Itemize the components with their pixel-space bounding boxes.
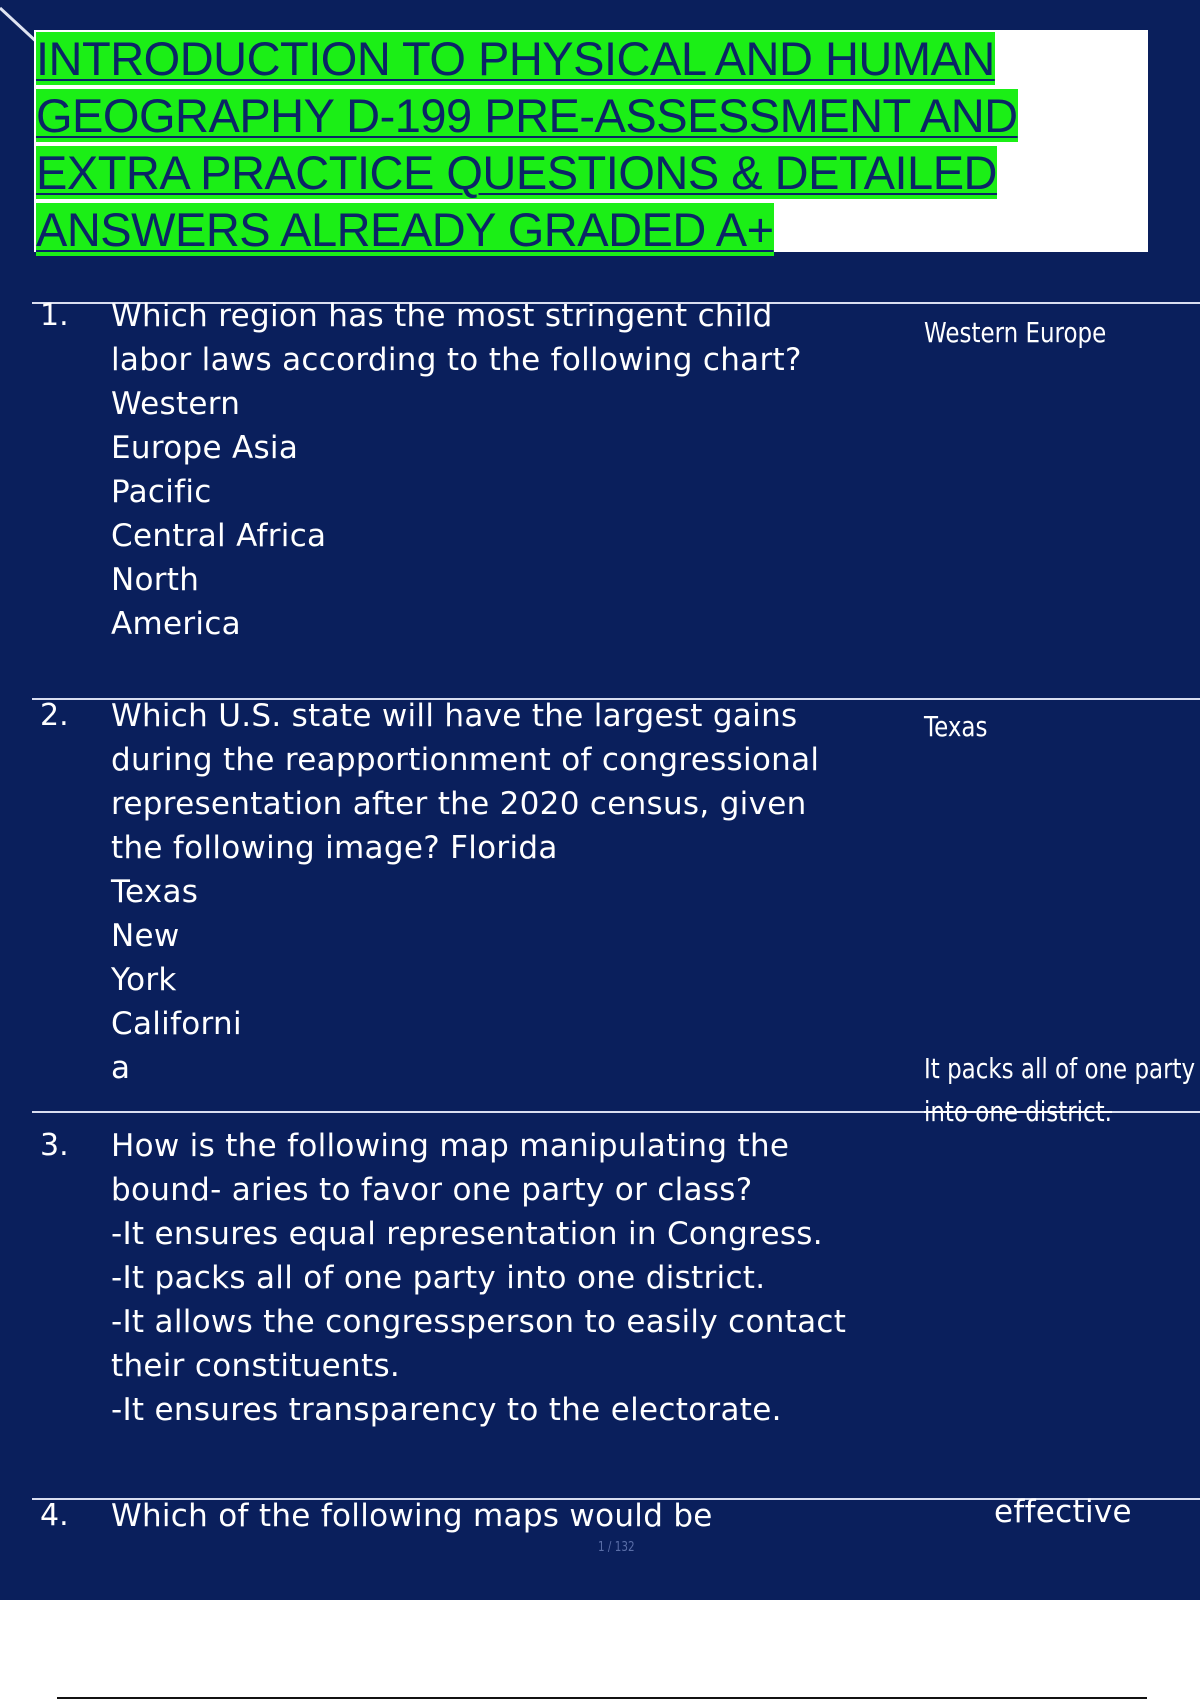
question-2-line: during the reapportionment of congressional bbox=[111, 742, 820, 778]
question-2-option: Californi bbox=[111, 1006, 242, 1042]
question-3-answer-line-1: It packs all of one party bbox=[924, 1052, 1196, 1085]
question-3-line: bound- aries to favor one party or class? bbox=[111, 1172, 753, 1208]
question-2-line: Which U.S. state will have the largest gains bbox=[111, 698, 798, 734]
title-line-1: INTRODUCTION TO PHYSICAL AND HUMAN bbox=[36, 32, 995, 85]
question-1-answer: Western Europe bbox=[924, 316, 1107, 349]
question-2-option: a bbox=[111, 1050, 131, 1086]
question-2-line: representation after the 2020 census, given bbox=[111, 786, 807, 822]
question-3-text bbox=[111, 1124, 896, 1432]
question-1-option: North bbox=[111, 562, 200, 598]
question-4-line: Which of the following maps would be bbox=[111, 1498, 713, 1534]
question-2-text bbox=[111, 694, 896, 1090]
question-3-option: their constituents. bbox=[111, 1348, 401, 1384]
question-2-line: the following image? Florida bbox=[111, 830, 558, 866]
question-3-line: How is the following map manipulating the bbox=[111, 1128, 790, 1164]
question-3-answer-line-2: into one district. bbox=[924, 1095, 1112, 1128]
title-line-3: EXTRA PRACTICE QUESTIONS & DETAILED bbox=[36, 146, 997, 199]
title-line-2: GEOGRAPHY D-199 PRE-ASSESSMENT AND bbox=[36, 89, 1018, 142]
question-1-option: Europe Asia bbox=[111, 430, 299, 466]
question-4-number: 4. bbox=[40, 1498, 69, 1533]
question-1-line: labor laws according to the following chart? bbox=[111, 342, 802, 378]
question-2-option: York bbox=[111, 962, 177, 998]
question-1-number: 1. bbox=[40, 298, 69, 333]
question-1-option: Western bbox=[111, 386, 241, 422]
question-3-option: -It ensures equal representation in Congress. bbox=[111, 1216, 823, 1252]
question-3-option: -It packs all of one party into one district. bbox=[111, 1260, 766, 1296]
question-3-option: -It ensures transparency to the electorate. bbox=[111, 1392, 782, 1428]
title-line-4: ANSWERS ALREADY GRADED A+ bbox=[36, 203, 774, 256]
question-1-option: Central Africa bbox=[111, 518, 327, 554]
question-2-option: New bbox=[111, 918, 180, 954]
bottom-divider bbox=[57, 1697, 1147, 1699]
question-4-text bbox=[111, 1494, 896, 1538]
question-4-tail: effective bbox=[994, 1494, 1132, 1530]
question-1-text bbox=[111, 294, 896, 646]
page-number: 1 / 132 bbox=[598, 1540, 635, 1555]
question-3-number: 3. bbox=[40, 1128, 69, 1163]
question-1-option: America bbox=[111, 606, 241, 642]
question-1-line: Which region has the most stringent child bbox=[111, 298, 773, 334]
question-2-number: 2. bbox=[40, 698, 69, 733]
question-2-option: Texas bbox=[111, 874, 199, 910]
question-1-option: Pacific bbox=[111, 474, 212, 510]
document-title bbox=[36, 30, 1096, 258]
question-3-option: -It allows the congressperson to easily contact bbox=[111, 1304, 847, 1340]
question-2-answer: Texas bbox=[924, 710, 988, 743]
